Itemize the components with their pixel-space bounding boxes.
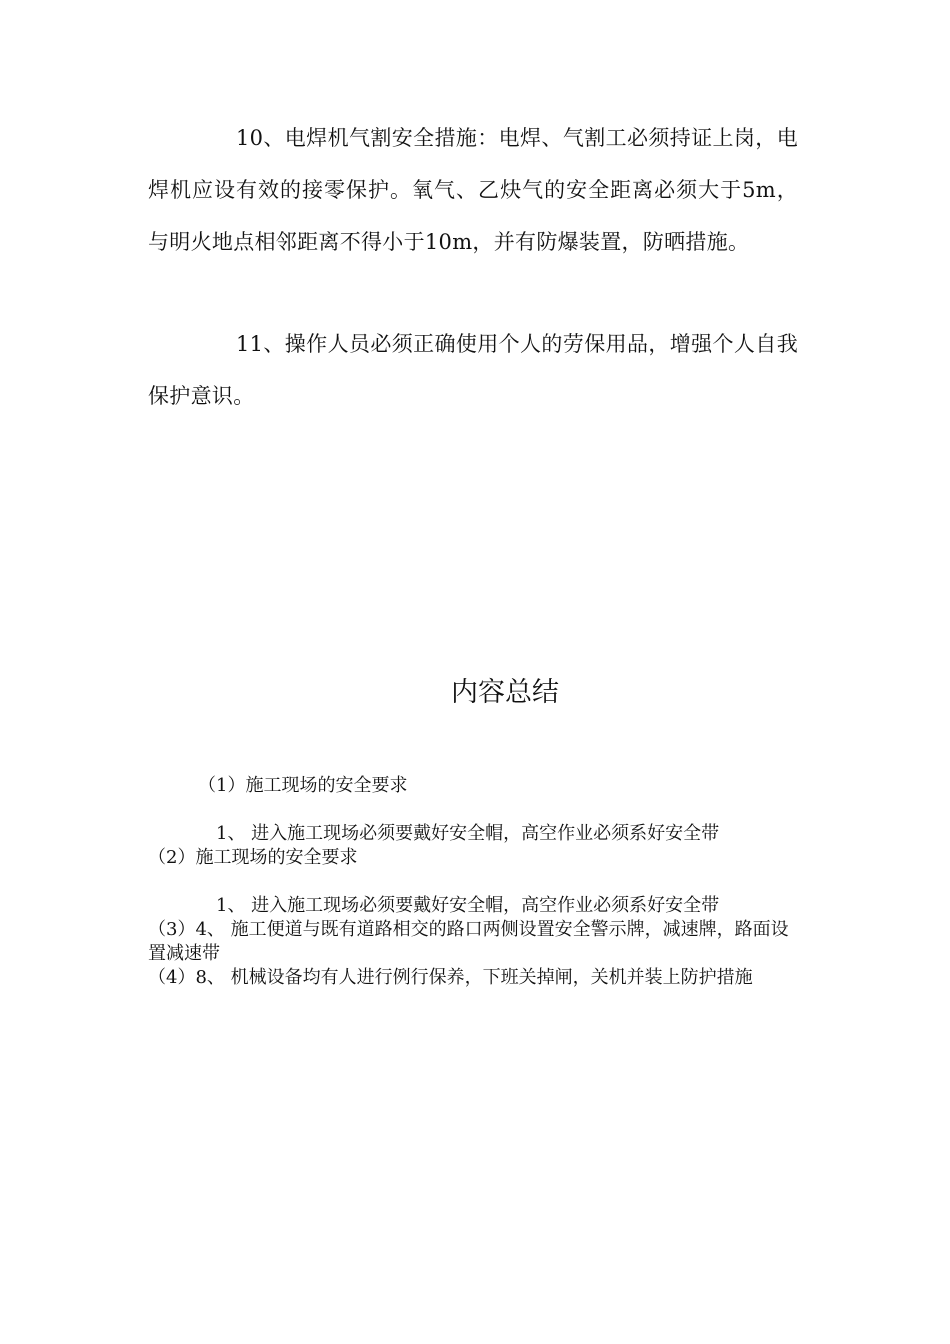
- summary-item-4: （4）8、 机械设备均有人进行例行保养，下班关掉闸，关机并装上防护措施: [148, 967, 753, 988]
- summary-item-3: （3）4、 施工便道与既有道路相交的路口两侧设置安全警示牌，减速牌，路面设置减速带: [148, 919, 789, 964]
- summary-item-1: 1、 进入施工现场必须要戴好安全帽，高空作业必须系好安全带: [216, 823, 720, 844]
- paragraph-10: 10、电焊机气割安全措施：电焊、气割工必须持证上岗，电焊机应设有效的接零保护。氧气、乙炔气的安全距离必须大于5m，与明火地点相邻距离不得小于10m，并有防爆装置，防晒措施。: [148, 126, 798, 254]
- paragraph-11: 11、操作人员必须正确使用个人的劳保用品，增强个人自我保护意识。: [148, 332, 798, 408]
- summary-title: 内容总结: [451, 677, 559, 708]
- summary-heading-1: （1）施工现场的安全要求: [198, 775, 408, 796]
- summary-item-2: 1、 进入施工现场必须要戴好安全帽，高空作业必须系好安全带: [216, 895, 720, 916]
- summary-heading-2: （2）施工现场的安全要求: [148, 847, 358, 868]
